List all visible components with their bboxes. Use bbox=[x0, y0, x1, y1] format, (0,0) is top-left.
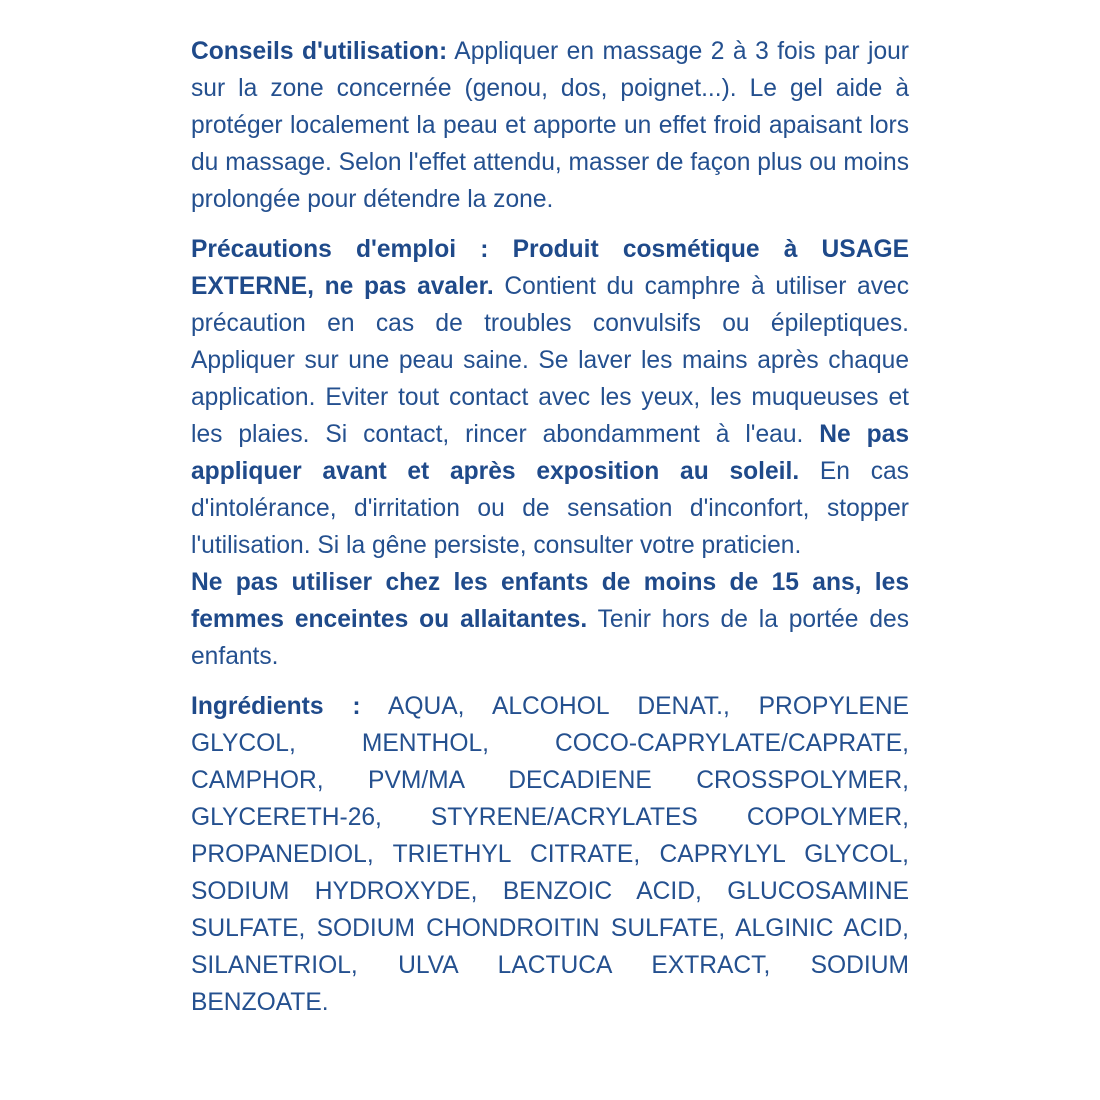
precautions-label: Précautions d'emploi : Produit cosmétique à USAGE EXTERNE, ne pas avaler. bbox=[191, 236, 909, 300]
product-leaflet bbox=[191, 33, 909, 1021]
children-warning-bold: Ne pas utiliser chez les enfants de moins de 15 ans, les femmes enceintes ou allaitantes. bbox=[191, 569, 909, 633]
precautions-paragraph bbox=[191, 231, 909, 564]
precautions-text-1: Contient du camphre à utiliser avec précaution en cas de troubles convulsifs ou épileptiques. Appliquer sur une peau saine. Se laver les mains après chaque application. Eviter tout contact avec les yeux, les muqueuses et les plaies. Si contact, rincer abondamment à l'eau. bbox=[191, 273, 909, 448]
sun-warning: Ne pas appliquer avant et après exposition au soleil. bbox=[191, 421, 909, 485]
ingredients-list: AQUA, ALCOHOL DENAT., PROPYLENE GLYCOL, MENTHOL, COCO-CAPRYLATE/CAPRATE, CAMPHOR, PVM/MA DECADIENE CROSSPOLYMER, GLYCERETH-26, STYRENE/ACRYLATES COPOLYMER, PROPANEDIOL, TRIETHYL CITRATE, CAPRYLYL GLYCOL, SODIUM HYDROXYDE, BENZOIC ACID, GLUCOSAMINE SULFATE, SODIUM CHONDROITIN SULFATE, ALGINIC ACID, SILANETRIOL, ULVA LACTUCA EXTRACT, SODIUM BENZOATE. bbox=[191, 693, 909, 1016]
usage-advice-label: Conseils d'utilisation: bbox=[191, 38, 448, 65]
children-warning-text: Tenir hors de la portée des enfants. bbox=[191, 606, 909, 670]
children-warning-paragraph bbox=[191, 564, 909, 675]
usage-advice-text: Appliquer en massage 2 à 3 fois par jour sur la zone concernée (genou, dos, poignet...). Le gel aide à protéger localement la peau et apporte un effet froid apaisant lors du massage. Selon l'effet attendu, masser de façon plus ou moins prolongée pour détendre la zone. bbox=[191, 38, 909, 213]
usage-advice-paragraph bbox=[191, 33, 909, 218]
ingredients-paragraph bbox=[191, 688, 909, 1021]
precautions-text-2: En cas d'intolérance, d'irritation ou de sensation d'inconfort, stopper l'utilisation. Si la gêne persiste, consulter votre praticien. bbox=[191, 458, 909, 559]
ingredients-label: Ingrédients : bbox=[191, 693, 361, 720]
